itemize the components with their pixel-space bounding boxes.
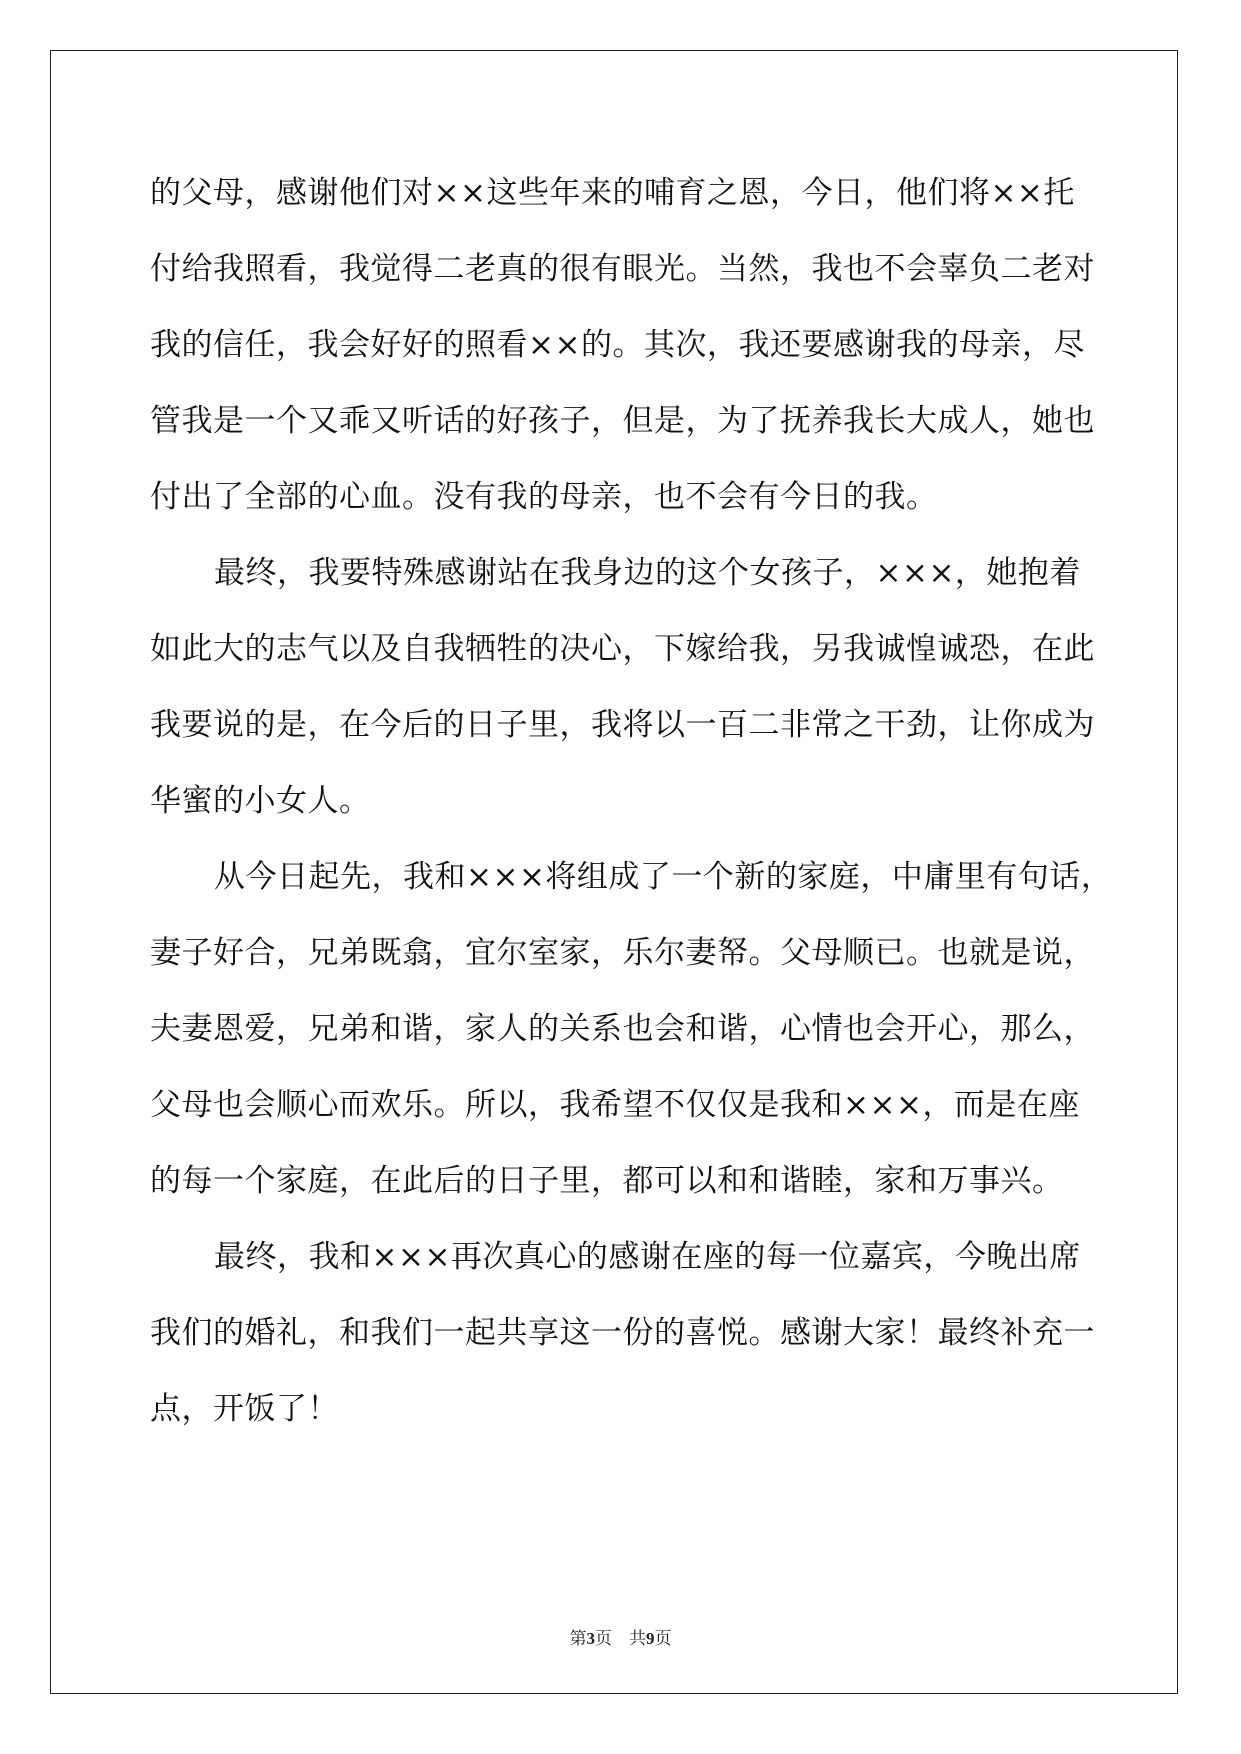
footer-prefix: 第 <box>569 1629 587 1649</box>
text-line: 我们的婚礼，和我们一起共享这一份的喜悦。感谢大家！最终补充一 <box>150 1315 1095 1351</box>
text-line: 的每一个家庭，在此后的日子里，都可以和和谐睦，家和万事兴。 <box>150 1163 1064 1199</box>
document-body <box>150 155 1113 1447</box>
text-line: 管我是一个又乖又听话的好孩子，但是，为了抚养我长大成人，她也 <box>150 403 1095 439</box>
text-line: 华蜜的小女人。 <box>150 783 371 819</box>
footer-suffix: 页 <box>654 1629 672 1649</box>
text-line: 点，开饭了！ <box>150 1391 339 1427</box>
footer-mid: 页 共 <box>595 1629 646 1649</box>
text-line: 如此大的志气以及自我牺牲的决心，下嫁给我，另我诚惶诚恐，在此 <box>150 631 1095 667</box>
paragraph-first-line: 最终，我要特殊感谢站在我身边的这个女孩子，×××，她抱着 <box>214 555 1081 591</box>
page-footer <box>0 1627 1241 1651</box>
text-line: 我要说的是，在今后的日子里，我将以一百二非常之干劲，让你成为 <box>150 707 1095 743</box>
text-line: 妻子好合，兄弟既翕，宜尔室家，乐尔妻帑。父母顺已。也就是说， <box>150 935 1095 971</box>
text-line: 夫妻恩爱，兄弟和谐，家人的关系也会和谐，心情也会开心，那么， <box>150 1011 1095 1047</box>
text-line: 付给我照看，我觉得二老真的很有眼光。当然，我也不会辜负二老对 <box>150 251 1095 287</box>
total-pages-number: 9 <box>646 1629 655 1648</box>
paragraph-first-line: 最终，我和×××再次真心的感谢在座的每一位嘉宾，今晚出席 <box>214 1239 1081 1275</box>
paragraph-first-line: 从今日起先，我和×××将组成了一个新的家庭，中庸里有句话， <box>214 859 1113 895</box>
text-line: 父母也会顺心而欢乐。所以，我希望不仅仅是我和×××，而是在座 <box>150 1087 1080 1123</box>
text-line: 付出了全部的心血。没有我的母亲，也不会有今日的我。 <box>150 479 938 515</box>
text-line: 我的信任，我会好好的照看××的。其次，我还要感谢我的母亲，尽 <box>150 327 1085 363</box>
text-line: 的父母，感谢他们对××这些年来的哺育之恩，今日，他们将××托 <box>150 175 1075 211</box>
current-page-number: 3 <box>586 1629 595 1648</box>
